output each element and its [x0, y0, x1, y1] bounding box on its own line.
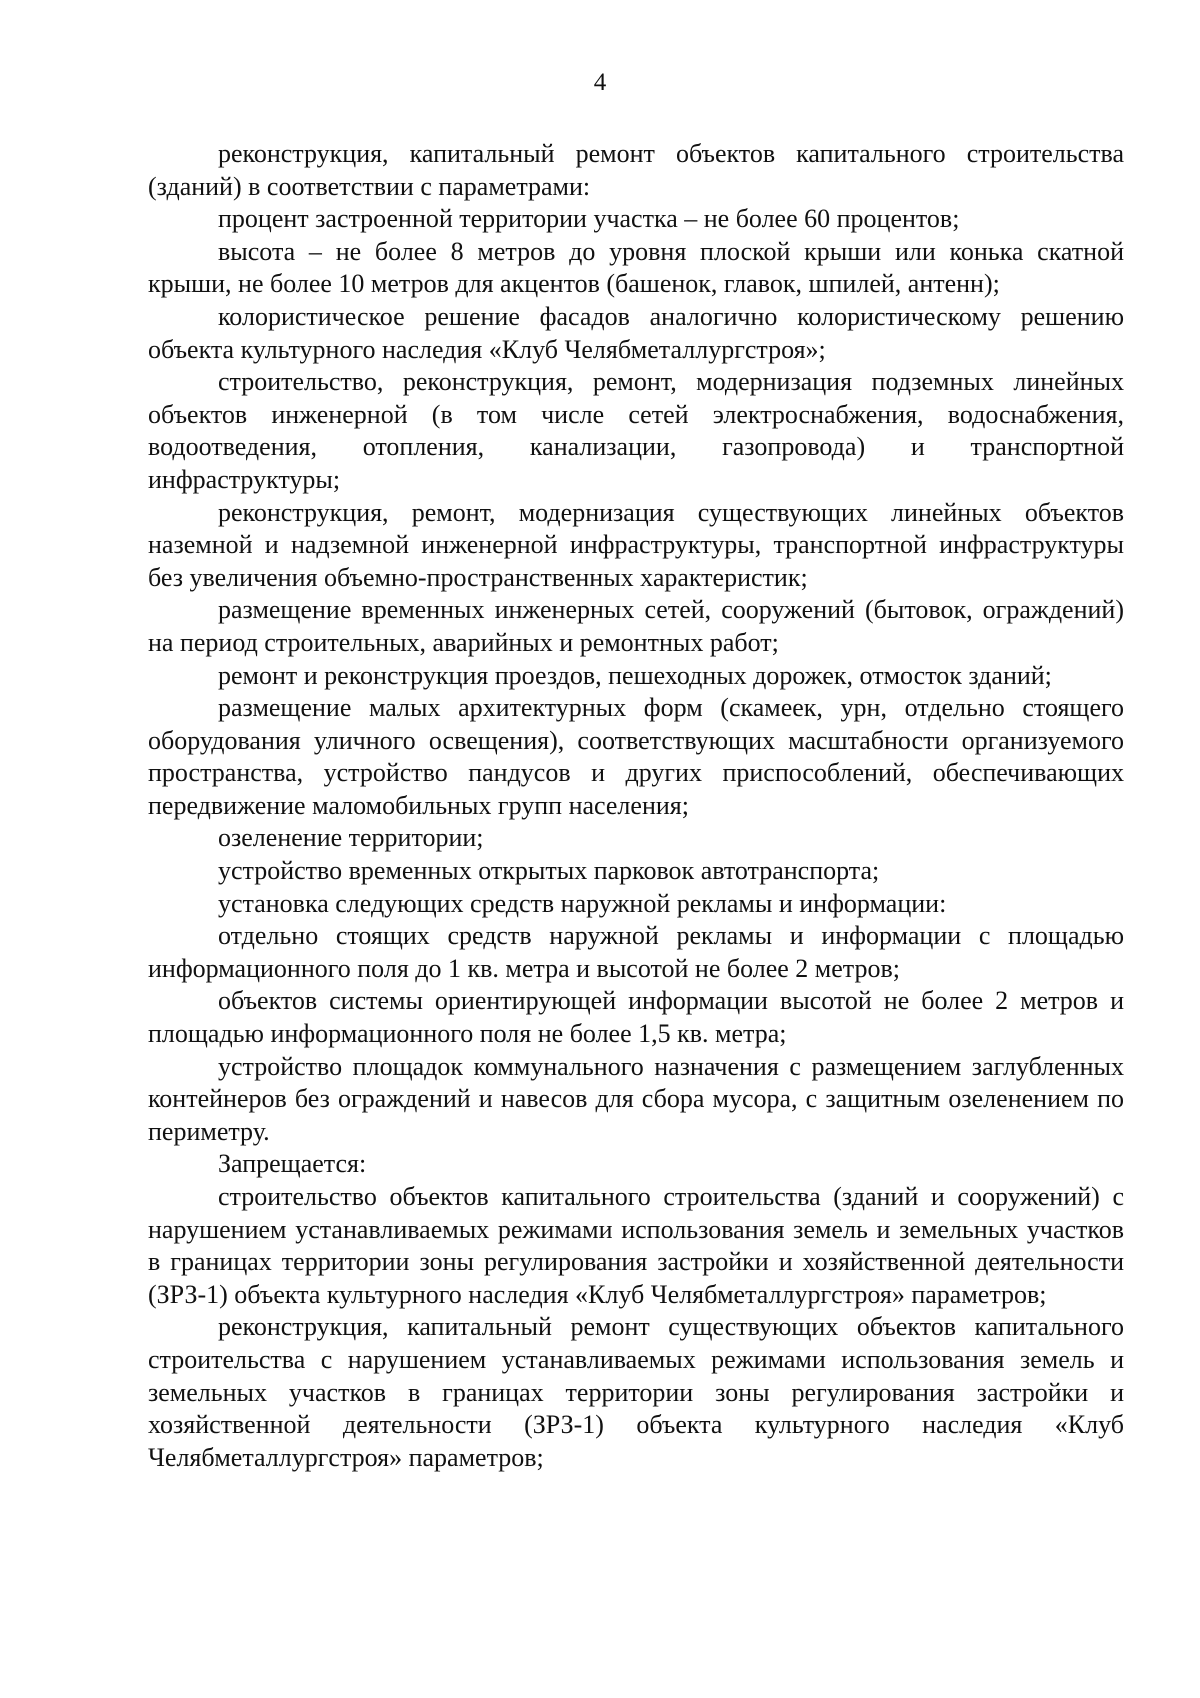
paragraph: строительство объектов капитального строительства (зданий и сооружений) с нарушением устанавливаемых режимами использования земель и земельных участков в границах территории зоны регулирования застройки и хозяйственной деятельности (ЗРЗ-1) объекта культурного наследия «Клуб Челябметаллургстроя» параметров; [148, 1182, 1124, 1309]
paragraph: реконструкция, ремонт, модернизация существующих линейных объектов наземной и надземной инженерной инфраструктуры, транспортной инфраструктуры без увеличения объемно-пространственных характеристик; [148, 497, 1124, 592]
paragraph: реконструкция, капитальный ремонт объектов капитального строительства (зданий) в соответствии с параметрами: [148, 139, 1124, 201]
paragraph: устройство временных открытых парковок автотранспорта; [218, 856, 880, 886]
paragraph: колористическое решение фасадов аналогично колористическому решению объекта культурного наследия «Клуб Челябметаллургстроя»; [148, 301, 1124, 364]
page-number: 4 [593, 69, 607, 96]
paragraph: устройство площадок коммунального назначения с размещением заглубленных контейнеров без ограждений и навесов для сбора мусора, с защитным озеленением по периметру. [148, 1051, 1124, 1146]
paragraph: озеленение территории; [218, 823, 484, 853]
paragraph: строительство, реконструкция, ремонт, модернизация подземных линейных объектов инженерной (в том числе сетей электроснабжения, водоснабжения, водоотведения, отопления, канализации, газопровода) и транспортной инфраструктуры; [148, 367, 1124, 494]
paragraph: высота – не более 8 метров до уровня плоской крыши или конька скатной крыши, не более 10 метров для акцентов (башенок, главок, шпилей, антенн); [148, 236, 1124, 299]
document-body [148, 138, 1124, 1474]
paragraph: размещение малых архитектурных форм (скамеек, урн, отдельно стоящего оборудования уличного освещения), соответствующих масштабности организуемого пространства, устройство пандусов и других приспособлений, обеспечивающих передвижение маломобильных групп населения; [148, 693, 1124, 820]
paragraph: установка следующих средств наружной рекламы и информации: [218, 888, 947, 918]
paragraph: объектов системы ориентирующей информации высотой не более 2 метров и площадью информационного поля не более 1,5 кв. метра; [148, 986, 1124, 1049]
paragraph: процент застроенной территории участка – не более 60 процентов; [218, 204, 960, 234]
paragraph: ремонт и реконструкция проездов, пешеходных дорожек, отмосток зданий; [218, 660, 1052, 690]
paragraph: реконструкция, капитальный ремонт существующих объектов капитального строительства с нарушением устанавливаемых режимами использования земель и земельных участков в границах территории зоны регулирования застройки и хозяйственной деятельности (ЗРЗ-1) объекта культурного наследия «Клуб Челябметаллургстроя» параметров; [148, 1312, 1124, 1472]
paragraph: Запрещается: [218, 1149, 367, 1179]
paragraph: размещение временных инженерных сетей, сооружений (бытовок, ограждений) на период строительных, аварийных и ремонтных работ; [148, 595, 1124, 657]
paragraph: отдельно стоящих средств наружной рекламы и информации с площадью информационного поля до 1 кв. метра и высотой не более 2 метров; [148, 921, 1124, 983]
